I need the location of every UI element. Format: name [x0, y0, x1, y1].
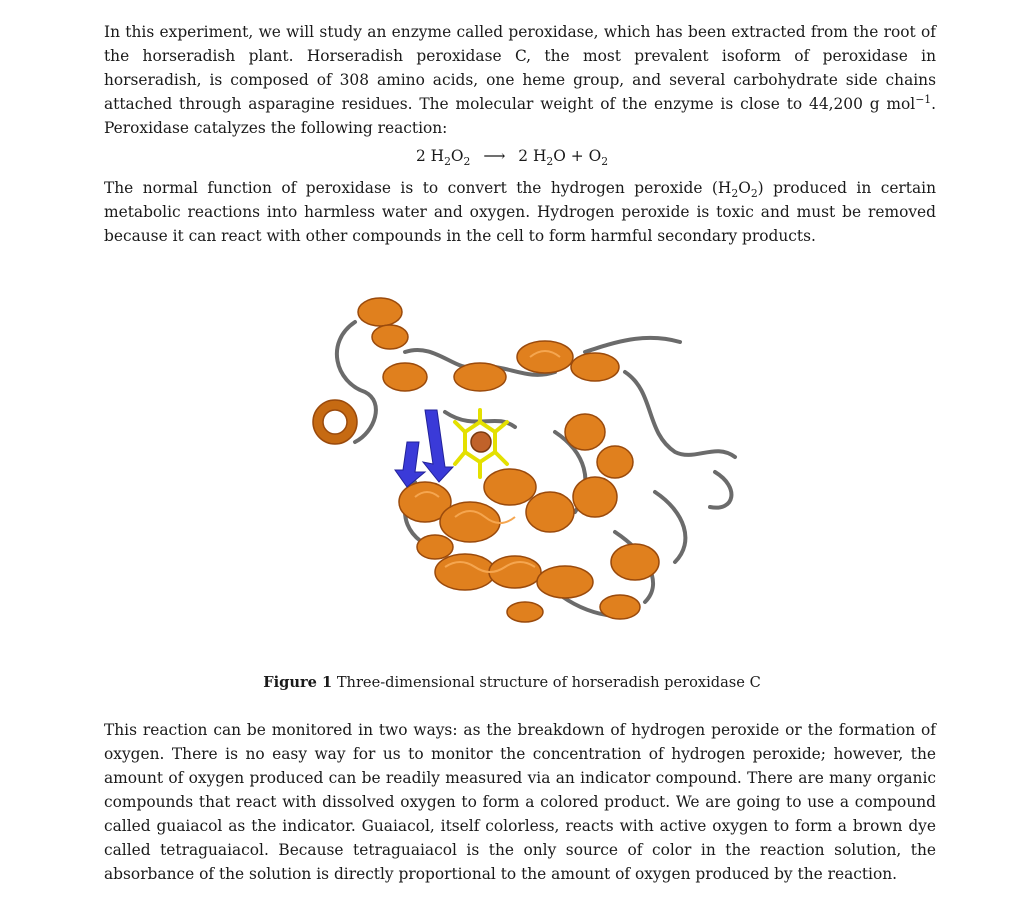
protein-structure-figure: [295, 282, 750, 640]
beta-sheets: [395, 410, 453, 487]
function-paragraph: The normal function of peroxidase is to convert the hydrogen peroxide $(H_2O_2)$ produced in certain metabolic reactions into harmless water and oxygen. Hydrogen peroxide is toxic and must be removed because it can react with other compounds in the cell to form harmful secondary products.: [104, 179, 936, 245]
figure-label: Figure 1: [263, 674, 333, 691]
intro-text-2: . Peroxidase catalyzes the following reaction:: [104, 95, 936, 137]
iron-atom: [471, 432, 491, 452]
figure-caption-text: Three-dimensional structure of horseradish peroxidase C: [336, 674, 761, 691]
intro-text-1: In this experiment, we will study an enzyme called peroxidase, which has been extracted from the root of the horseradish plant. Horseradish peroxidase C, the most prevalent isoform of peroxidase in horseradish, is composed of 308 amino acids, one heme group, and several carbohydrate side chains attached through asparagine residues. The molecular weight of the enzyme is close to 44,200 g mol: [104, 23, 936, 113]
monitoring-paragraph: This reaction can be monitored in two ways: as the breakdown of hydrogen peroxide or the formation of oxygen. There is no easy way for us to monitor the concentration of hydrogen peroxide; however, the amount of oxygen produced can be readily measured via an indicator compound. There are many organic compounds that react with dissolved oxygen to form a colored product. We are going to use a compound called guaiacol as the indicator. Guaiacol, itself colorless, reacts with active oxygen to form a brown dye called tetraguaiacol. Because tetraguaiacol is the only source of color in the reaction solution, the absorbance of the solution is directly proportional to the amount of oxygen produced by the reaction.: [104, 721, 936, 883]
figure-caption: [0, 673, 1024, 693]
reaction-equation: 2 $H_2O_2$ ⟶ 2 $H_2O + O_2$: [415, 147, 609, 169]
intro-paragraph: [104, 20, 936, 140]
unit-superscript: −1: [915, 92, 932, 106]
protein-ribbon-illustration: [295, 282, 750, 640]
reaction-arrow: ⟶: [483, 147, 506, 165]
